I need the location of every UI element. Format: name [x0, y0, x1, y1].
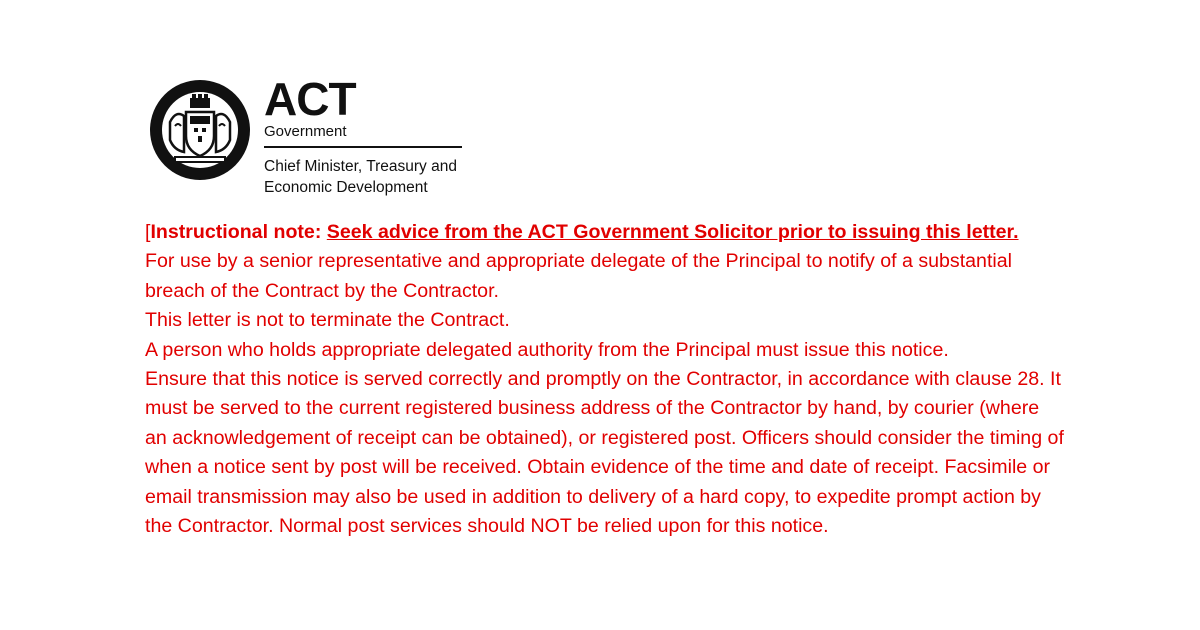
note-para-3: A person who holds appropriate delegated authority from the Principal must issue this notice. — [145, 338, 949, 361]
org-block — [264, 74, 462, 198]
note-para-4: Ensure that this notice is served correctly and promptly on the Contractor, in accordance with clause 28. It must be served to the current registered business address of the Contractor by hand, by courier (where an acknowledgement of receipt can be obtained), or registered post. Officers should consider the timing of when a notice sent by post will be received. Obtain evidence of the time and date of receipt. Facsimile or email transmission may also be used in addition to delivery of a hard copy, to expedite prompt action by the Contractor. Normal post services should NOT be relied upon for this notice. — [145, 368, 1064, 538]
instructional-note — [145, 218, 1065, 541]
divider — [264, 146, 462, 148]
dept-line-1: Chief Minister, Treasury and — [264, 158, 457, 175]
advice-text: Seek advice from the ACT Government Solicitor prior to issuing this letter. — [326, 221, 1019, 243]
note-para-2: This letter is not to terminate the Contract. — [145, 309, 510, 332]
act-coat-of-arms-icon — [148, 78, 252, 182]
note-heading — [145, 218, 1065, 247]
dept-line-2: Economic Development — [264, 179, 428, 196]
open-bracket: [ — [145, 221, 151, 243]
note-para-1: For use by a senior representative and appropriate delegate of the Principal to notify of a substantial breach of the Contract by the Contractor. — [145, 250, 1013, 302]
note-label: Instructional note: — [150, 221, 327, 243]
org-sub: Government — [264, 123, 347, 140]
org-name: ACT — [264, 73, 356, 125]
letterhead — [148, 74, 478, 200]
